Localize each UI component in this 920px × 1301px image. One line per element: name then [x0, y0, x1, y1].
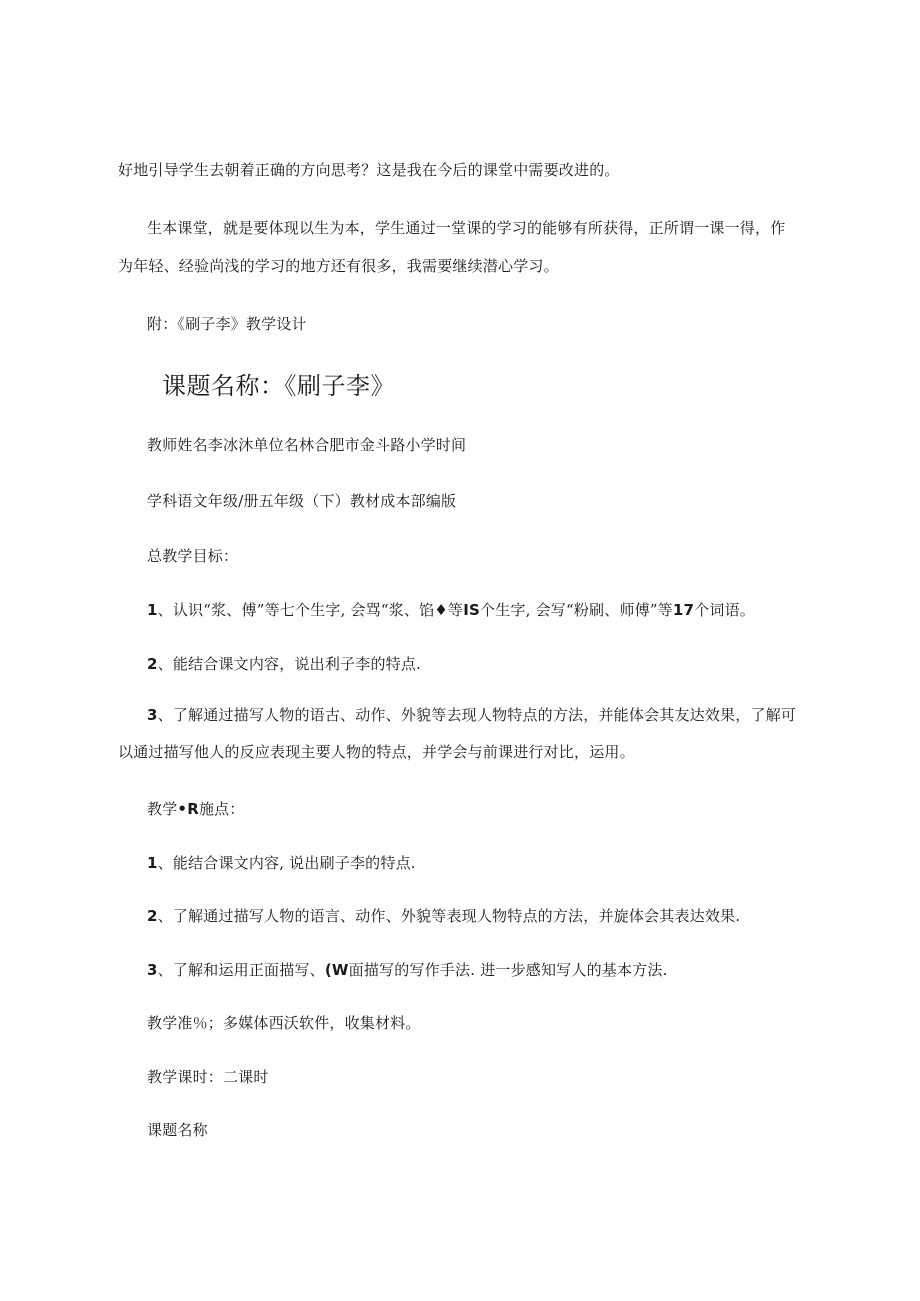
- goal-item-3-continuation: 以通过描写他人的反应表现主要人物的特点，并学会与前课进行对比，运用。: [118, 743, 635, 761]
- goal-text: 、能结合课文内容，说出利子李的特点.: [157, 655, 422, 673]
- paragraph-line: 为年轻、经验尚浅的学习的地方还有很多，我需要继续潜心学习。: [118, 257, 559, 275]
- key-point-text: 、能结合课文内容, 说出刷子李的特点.: [157, 854, 416, 872]
- paragraph-line: 生本课堂，就是要体现以生为本，学生通过一堂课的学习的能够有所获得，正所谓一课一得，作: [147, 219, 786, 237]
- key-point-2: [147, 906, 740, 926]
- lesson-title: 课题名称：《刷子李》: [162, 372, 395, 400]
- goals-header: 总教学目标：: [147, 547, 239, 565]
- key-point-text: 面描写的写作手法. 进一步感知写人的基本方法.: [348, 961, 668, 979]
- goal-number: 1: [147, 601, 158, 619]
- key-point-number: 3: [147, 961, 158, 979]
- header-text: •R: [177, 800, 199, 818]
- goal-number: 3: [147, 706, 158, 724]
- appendix-line: 附：《刷子李》教学设计: [147, 315, 307, 333]
- goal-text: 个生字, 会写“粉刷、师傅”等: [480, 601, 673, 619]
- goal-item-3: [147, 705, 796, 725]
- header-text: 教学: [147, 800, 178, 818]
- goal-item-2: [147, 654, 421, 674]
- goal-item-1: [147, 600, 755, 620]
- key-point-3: [147, 960, 668, 980]
- topic-name-label: 课题名称: [147, 1121, 208, 1139]
- paragraph-continuation: 好地引导学生去朝着正确的方向思考？这是我在今后的课堂中需要改进的。: [118, 161, 620, 179]
- key-point-number: 1: [147, 854, 158, 872]
- header-text: 施点：: [198, 800, 245, 818]
- key-point-text: (W: [324, 961, 349, 979]
- key-point-text: 、了解和运用正面描写、: [157, 961, 325, 979]
- key-point-number: 2: [147, 907, 158, 925]
- key-point-1: [147, 853, 416, 873]
- goal-text: 个词语。: [694, 601, 756, 619]
- teacher-info-line: 教师姓名李冰沐单位名林合肥市金斗路小学时间: [147, 436, 467, 454]
- goal-text: 17: [672, 601, 695, 619]
- subject-info-line: 学科语文年级/册五年级（下）教材成本部编版: [147, 492, 457, 510]
- key-point-text: 、了解通过描写人物的语言、动作、外貌等表现人物特点的方法，并旋体会其表达效果.: [157, 907, 741, 925]
- class-hours-line: 教学课时：二课时: [147, 1068, 269, 1086]
- goal-number: 2: [147, 655, 158, 673]
- preparation-line: 教学准％；多媒体西沃软件，收集材料。: [147, 1014, 421, 1032]
- goal-text: 、了解通过描写人物的语古、动作、外貌等去现人物特点的方法，并能体会其友达效果，了解可: [157, 706, 797, 724]
- key-points-header: [147, 799, 245, 819]
- goal-text: 、认识“浆、傅”等七个生字, 会骂“浆、馅: [157, 601, 435, 619]
- goal-text: ♦等: [434, 601, 464, 619]
- goal-text: IS: [463, 601, 481, 619]
